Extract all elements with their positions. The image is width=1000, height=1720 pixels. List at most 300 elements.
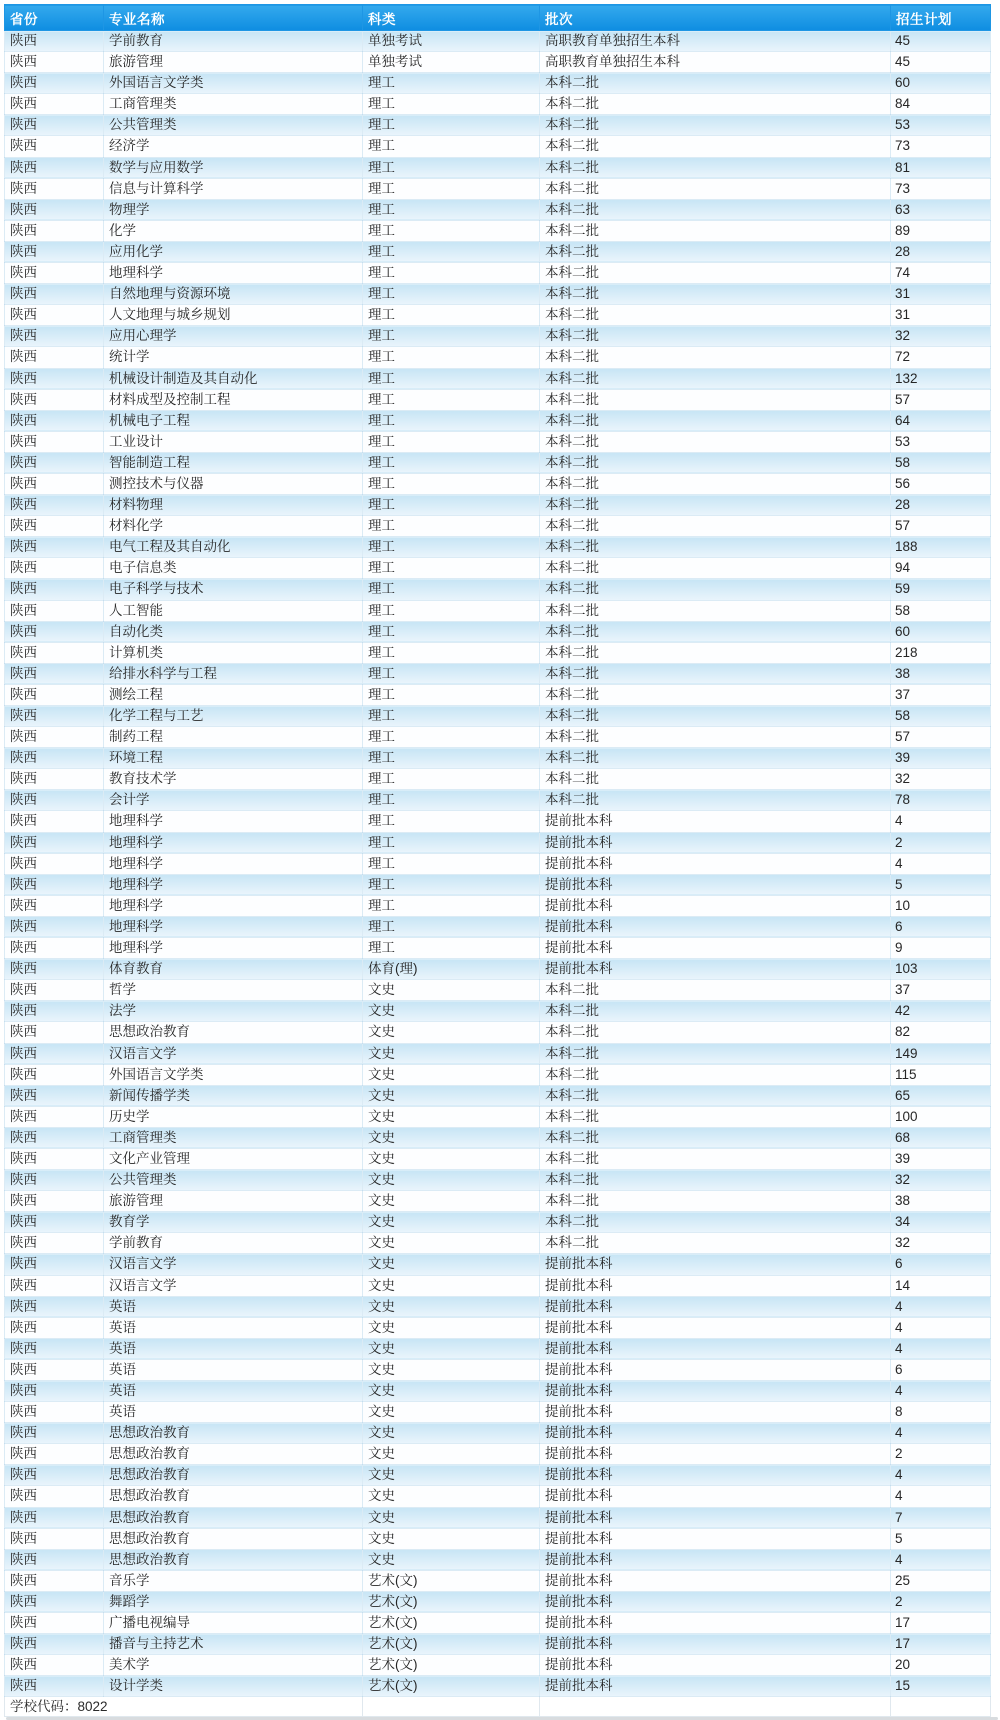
cell-plan: 4 bbox=[891, 1549, 991, 1570]
table-row bbox=[5, 895, 991, 916]
cell-province: 陕西 bbox=[5, 895, 104, 916]
cell-plan: 45 bbox=[891, 31, 991, 52]
cell-batch: 本科二批 bbox=[540, 178, 891, 199]
cell-major: 旅游管理 bbox=[104, 1191, 363, 1212]
cell-plan: 32 bbox=[891, 326, 991, 347]
table-row bbox=[5, 94, 991, 115]
table-row bbox=[5, 537, 991, 558]
cell-province: 陕西 bbox=[5, 1254, 104, 1275]
cell-plan: 81 bbox=[891, 157, 991, 178]
cell-major: 自动化类 bbox=[104, 621, 363, 642]
cell-batch: 本科二批 bbox=[540, 621, 891, 642]
cell-category: 文史 bbox=[363, 1022, 540, 1043]
cell-category: 理工 bbox=[363, 916, 540, 937]
cell-province: 陕西 bbox=[5, 832, 104, 853]
cell-batch: 提前批本科 bbox=[540, 1549, 891, 1570]
cell-province: 陕西 bbox=[5, 263, 104, 284]
cell-plan: 37 bbox=[891, 684, 991, 705]
cell-major: 旅游管理 bbox=[104, 52, 363, 73]
cell-plan: 4 bbox=[891, 1381, 991, 1402]
table-body bbox=[5, 31, 991, 1697]
cell-plan: 4 bbox=[891, 1423, 991, 1444]
cell-major: 广播电视编导 bbox=[104, 1613, 363, 1634]
table-row bbox=[5, 1402, 991, 1423]
cell-province: 陕西 bbox=[5, 980, 104, 1001]
cell-plan: 82 bbox=[891, 1022, 991, 1043]
cell-major: 外国语言文学类 bbox=[104, 1064, 363, 1085]
table-row bbox=[5, 1423, 991, 1444]
cell-major: 制药工程 bbox=[104, 727, 363, 748]
cell-major: 思想政治教育 bbox=[104, 1528, 363, 1549]
cell-batch: 本科二批 bbox=[540, 1022, 891, 1043]
cell-batch: 高职教育单独招生本科 bbox=[540, 31, 891, 52]
cell-batch: 提前批本科 bbox=[540, 832, 891, 853]
table-row bbox=[5, 516, 991, 537]
cell-category: 理工 bbox=[363, 410, 540, 431]
cell-province: 陕西 bbox=[5, 410, 104, 431]
cell-batch: 提前批本科 bbox=[540, 1613, 891, 1634]
cell-category: 理工 bbox=[363, 790, 540, 811]
cell-major: 教育技术学 bbox=[104, 769, 363, 790]
cell-major: 法学 bbox=[104, 1001, 363, 1022]
cell-major: 学前教育 bbox=[104, 31, 363, 52]
table-row bbox=[5, 284, 991, 305]
cell-batch: 本科二批 bbox=[540, 748, 891, 769]
footer-empty-cell bbox=[891, 1697, 991, 1717]
table-row bbox=[5, 1549, 991, 1570]
table-row bbox=[5, 1254, 991, 1275]
cell-batch: 提前批本科 bbox=[540, 1570, 891, 1591]
cell-plan: 39 bbox=[891, 1148, 991, 1169]
cell-batch: 本科二批 bbox=[540, 263, 891, 284]
cell-batch: 提前批本科 bbox=[540, 895, 891, 916]
cell-province: 陕西 bbox=[5, 305, 104, 326]
table-row bbox=[5, 1191, 991, 1212]
cell-category: 理工 bbox=[363, 495, 540, 516]
cell-province: 陕西 bbox=[5, 748, 104, 769]
cell-category: 理工 bbox=[363, 895, 540, 916]
cell-major: 测绘工程 bbox=[104, 684, 363, 705]
table-row bbox=[5, 1486, 991, 1507]
cell-batch: 本科二批 bbox=[540, 642, 891, 663]
cell-category: 理工 bbox=[363, 748, 540, 769]
cell-province: 陕西 bbox=[5, 326, 104, 347]
cell-province: 陕西 bbox=[5, 663, 104, 684]
cell-category: 文史 bbox=[363, 1317, 540, 1338]
table-row bbox=[5, 1634, 991, 1655]
cell-plan: 53 bbox=[891, 115, 991, 136]
cell-category: 文史 bbox=[363, 1359, 540, 1380]
table-row bbox=[5, 241, 991, 262]
cell-major: 电子科学与技术 bbox=[104, 579, 363, 600]
cell-category: 文史 bbox=[363, 1148, 540, 1169]
cell-major: 材料物理 bbox=[104, 495, 363, 516]
cell-batch: 本科二批 bbox=[540, 980, 891, 1001]
cell-major: 工商管理类 bbox=[104, 1127, 363, 1148]
cell-plan: 57 bbox=[891, 727, 991, 748]
cell-batch: 提前批本科 bbox=[540, 874, 891, 895]
cell-major: 英语 bbox=[104, 1338, 363, 1359]
cell-category: 单独考试 bbox=[363, 31, 540, 52]
table-row bbox=[5, 495, 991, 516]
cell-batch: 本科二批 bbox=[540, 727, 891, 748]
cell-major: 教育学 bbox=[104, 1212, 363, 1233]
cell-province: 陕西 bbox=[5, 157, 104, 178]
cell-category: 理工 bbox=[363, 769, 540, 790]
table-row bbox=[5, 874, 991, 895]
cell-batch: 本科二批 bbox=[540, 136, 891, 157]
cell-category: 文史 bbox=[363, 1465, 540, 1486]
cell-category: 文史 bbox=[363, 1338, 540, 1359]
table-row bbox=[5, 347, 991, 368]
table-row bbox=[5, 642, 991, 663]
table-row bbox=[5, 410, 991, 431]
cell-batch: 提前批本科 bbox=[540, 1634, 891, 1655]
cell-major: 英语 bbox=[104, 1402, 363, 1423]
cell-province: 陕西 bbox=[5, 1022, 104, 1043]
cell-major: 历史学 bbox=[104, 1106, 363, 1127]
cell-major: 智能制造工程 bbox=[104, 452, 363, 473]
cell-batch: 本科二批 bbox=[540, 1106, 891, 1127]
table-row bbox=[5, 1275, 991, 1296]
cell-batch: 本科二批 bbox=[540, 473, 891, 494]
cell-major: 化学工程与工艺 bbox=[104, 706, 363, 727]
table-row bbox=[5, 473, 991, 494]
cell-province: 陕西 bbox=[5, 1381, 104, 1402]
cell-plan: 4 bbox=[891, 1296, 991, 1317]
cell-batch: 提前批本科 bbox=[540, 1655, 891, 1676]
table-row bbox=[5, 769, 991, 790]
cell-category: 文史 bbox=[363, 1085, 540, 1106]
cell-major: 机械电子工程 bbox=[104, 410, 363, 431]
table-row bbox=[5, 1022, 991, 1043]
table-row bbox=[5, 938, 991, 959]
cell-plan: 73 bbox=[891, 178, 991, 199]
cell-major: 公共管理类 bbox=[104, 1170, 363, 1191]
table-row bbox=[5, 115, 991, 136]
cell-plan: 6 bbox=[891, 1359, 991, 1380]
cell-batch: 提前批本科 bbox=[540, 1465, 891, 1486]
cell-plan: 2 bbox=[891, 1591, 991, 1612]
cell-plan: 4 bbox=[891, 811, 991, 832]
col-header-province: 省份 bbox=[5, 5, 104, 31]
cell-province: 陕西 bbox=[5, 1549, 104, 1570]
cell-major: 数学与应用数学 bbox=[104, 157, 363, 178]
cell-plan: 84 bbox=[891, 94, 991, 115]
admission-plan-table bbox=[4, 4, 991, 1717]
cell-category: 文史 bbox=[363, 1402, 540, 1423]
cell-category: 理工 bbox=[363, 136, 540, 157]
cell-plan: 6 bbox=[891, 916, 991, 937]
cell-plan: 60 bbox=[891, 621, 991, 642]
cell-batch: 本科二批 bbox=[540, 199, 891, 220]
col-header-major: 专业名称 bbox=[104, 5, 363, 31]
col-header-category: 科类 bbox=[363, 5, 540, 31]
cell-plan: 4 bbox=[891, 1486, 991, 1507]
cell-plan: 63 bbox=[891, 199, 991, 220]
table-row bbox=[5, 790, 991, 811]
cell-category: 文史 bbox=[363, 1212, 540, 1233]
cell-major: 设计学类 bbox=[104, 1676, 363, 1697]
cell-batch: 本科二批 bbox=[540, 157, 891, 178]
cell-major: 体育教育 bbox=[104, 959, 363, 980]
cell-major: 地理科学 bbox=[104, 811, 363, 832]
cell-plan: 78 bbox=[891, 790, 991, 811]
cell-batch: 提前批本科 bbox=[540, 1381, 891, 1402]
cell-plan: 74 bbox=[891, 263, 991, 284]
cell-category: 理工 bbox=[363, 727, 540, 748]
cell-batch: 本科二批 bbox=[540, 516, 891, 537]
cell-major: 人文地理与城乡规划 bbox=[104, 305, 363, 326]
cell-plan: 73 bbox=[891, 136, 991, 157]
cell-batch: 高职教育单独招生本科 bbox=[540, 52, 891, 73]
cell-province: 陕西 bbox=[5, 220, 104, 241]
cell-plan: 5 bbox=[891, 1528, 991, 1549]
cell-province: 陕西 bbox=[5, 790, 104, 811]
cell-province: 陕西 bbox=[5, 1001, 104, 1022]
table-row bbox=[5, 1444, 991, 1465]
cell-province: 陕西 bbox=[5, 811, 104, 832]
cell-plan: 9 bbox=[891, 938, 991, 959]
cell-plan: 4 bbox=[891, 853, 991, 874]
table-row bbox=[5, 621, 991, 642]
cell-category: 单独考试 bbox=[363, 52, 540, 73]
cell-province: 陕西 bbox=[5, 537, 104, 558]
cell-province: 陕西 bbox=[5, 1106, 104, 1127]
table-row bbox=[5, 748, 991, 769]
cell-major: 汉语言文学 bbox=[104, 1254, 363, 1275]
cell-major: 地理科学 bbox=[104, 853, 363, 874]
cell-plan: 5 bbox=[891, 874, 991, 895]
cell-category: 文史 bbox=[363, 1106, 540, 1127]
cell-province: 陕西 bbox=[5, 1127, 104, 1148]
cell-plan: 72 bbox=[891, 347, 991, 368]
table-row bbox=[5, 663, 991, 684]
cell-category: 理工 bbox=[363, 452, 540, 473]
cell-plan: 58 bbox=[891, 452, 991, 473]
table-row bbox=[5, 1676, 991, 1697]
table-row bbox=[5, 959, 991, 980]
cell-category: 理工 bbox=[363, 241, 540, 262]
cell-plan: 64 bbox=[891, 410, 991, 431]
cell-province: 陕西 bbox=[5, 1591, 104, 1612]
table-row bbox=[5, 1296, 991, 1317]
cell-batch: 本科二批 bbox=[540, 495, 891, 516]
cell-plan: 39 bbox=[891, 748, 991, 769]
cell-batch: 本科二批 bbox=[540, 1043, 891, 1064]
cell-category: 文史 bbox=[363, 1127, 540, 1148]
cell-province: 陕西 bbox=[5, 1486, 104, 1507]
cell-category: 艺术(文) bbox=[363, 1655, 540, 1676]
cell-plan: 56 bbox=[891, 473, 991, 494]
cell-plan: 31 bbox=[891, 305, 991, 326]
cell-category: 理工 bbox=[363, 516, 540, 537]
cell-major: 地理科学 bbox=[104, 263, 363, 284]
footer-empty-cell bbox=[540, 1697, 891, 1717]
cell-major: 汉语言文学 bbox=[104, 1275, 363, 1296]
cell-major: 给排水科学与工程 bbox=[104, 663, 363, 684]
cell-province: 陕西 bbox=[5, 473, 104, 494]
cell-province: 陕西 bbox=[5, 1317, 104, 1338]
cell-category: 艺术(文) bbox=[363, 1676, 540, 1697]
cell-batch: 本科二批 bbox=[540, 558, 891, 579]
cell-category: 艺术(文) bbox=[363, 1591, 540, 1612]
cell-plan: 103 bbox=[891, 959, 991, 980]
table-row bbox=[5, 1507, 991, 1528]
cell-category: 理工 bbox=[363, 347, 540, 368]
cell-province: 陕西 bbox=[5, 1507, 104, 1528]
cell-plan: 45 bbox=[891, 52, 991, 73]
cell-major: 经济学 bbox=[104, 136, 363, 157]
cell-category: 理工 bbox=[363, 431, 540, 452]
cell-batch: 本科二批 bbox=[540, 769, 891, 790]
cell-province: 陕西 bbox=[5, 959, 104, 980]
cell-category: 理工 bbox=[363, 115, 540, 136]
table-row bbox=[5, 1064, 991, 1085]
cell-batch: 本科二批 bbox=[540, 1212, 891, 1233]
cell-province: 陕西 bbox=[5, 600, 104, 621]
table-row bbox=[5, 1528, 991, 1549]
table-row bbox=[5, 220, 991, 241]
cell-category: 文史 bbox=[363, 1423, 540, 1444]
cell-batch: 提前批本科 bbox=[540, 1254, 891, 1275]
cell-plan: 58 bbox=[891, 706, 991, 727]
cell-category: 理工 bbox=[363, 199, 540, 220]
cell-major: 思想政治教育 bbox=[104, 1486, 363, 1507]
cell-plan: 57 bbox=[891, 516, 991, 537]
cell-province: 陕西 bbox=[5, 1212, 104, 1233]
cell-major: 地理科学 bbox=[104, 832, 363, 853]
cell-category: 理工 bbox=[363, 157, 540, 178]
cell-batch: 提前批本科 bbox=[540, 916, 891, 937]
cell-plan: 15 bbox=[891, 1676, 991, 1697]
cell-province: 陕西 bbox=[5, 706, 104, 727]
cell-province: 陕西 bbox=[5, 1085, 104, 1106]
cell-category: 文史 bbox=[363, 1444, 540, 1465]
cell-batch: 本科二批 bbox=[540, 579, 891, 600]
cell-major: 信息与计算科学 bbox=[104, 178, 363, 199]
table-row bbox=[5, 811, 991, 832]
cell-batch: 提前批本科 bbox=[540, 1486, 891, 1507]
cell-major: 会计学 bbox=[104, 790, 363, 811]
cell-province: 陕西 bbox=[5, 1148, 104, 1169]
cell-major: 计算机类 bbox=[104, 642, 363, 663]
cell-province: 陕西 bbox=[5, 1170, 104, 1191]
table-row bbox=[5, 1085, 991, 1106]
cell-province: 陕西 bbox=[5, 1275, 104, 1296]
cell-category: 理工 bbox=[363, 305, 540, 326]
table-row bbox=[5, 980, 991, 1001]
cell-batch: 本科二批 bbox=[540, 1148, 891, 1169]
cell-category: 理工 bbox=[363, 874, 540, 895]
cell-plan: 218 bbox=[891, 642, 991, 663]
cell-province: 陕西 bbox=[5, 178, 104, 199]
cell-batch: 本科二批 bbox=[540, 684, 891, 705]
table-row bbox=[5, 73, 991, 94]
cell-category: 理工 bbox=[363, 73, 540, 94]
cell-category: 文史 bbox=[363, 1507, 540, 1528]
cell-category: 理工 bbox=[363, 368, 540, 389]
cell-category: 理工 bbox=[363, 706, 540, 727]
cell-province: 陕西 bbox=[5, 1191, 104, 1212]
table-row bbox=[5, 431, 991, 452]
cell-plan: 25 bbox=[891, 1570, 991, 1591]
cell-major: 公共管理类 bbox=[104, 115, 363, 136]
table-row bbox=[5, 1591, 991, 1612]
table-row bbox=[5, 600, 991, 621]
cell-category: 文史 bbox=[363, 1064, 540, 1085]
cell-major: 电气工程及其自动化 bbox=[104, 537, 363, 558]
cell-category: 理工 bbox=[363, 811, 540, 832]
cell-category: 文史 bbox=[363, 1001, 540, 1022]
table-row bbox=[5, 579, 991, 600]
cell-province: 陕西 bbox=[5, 241, 104, 262]
cell-plan: 2 bbox=[891, 832, 991, 853]
cell-plan: 100 bbox=[891, 1106, 991, 1127]
cell-major: 英语 bbox=[104, 1359, 363, 1380]
cell-batch: 本科二批 bbox=[540, 94, 891, 115]
table-row bbox=[5, 1338, 991, 1359]
cell-plan: 32 bbox=[891, 769, 991, 790]
cell-batch: 提前批本科 bbox=[540, 853, 891, 874]
table-header bbox=[5, 5, 991, 31]
cell-batch: 本科二批 bbox=[540, 115, 891, 136]
cell-plan: 65 bbox=[891, 1085, 991, 1106]
cell-plan: 32 bbox=[891, 1170, 991, 1191]
cell-plan: 4 bbox=[891, 1338, 991, 1359]
cell-major: 美术学 bbox=[104, 1655, 363, 1676]
cell-major: 思想政治教育 bbox=[104, 1549, 363, 1570]
cell-batch: 提前批本科 bbox=[540, 959, 891, 980]
cell-province: 陕西 bbox=[5, 1655, 104, 1676]
cell-province: 陕西 bbox=[5, 1359, 104, 1380]
table-row bbox=[5, 1043, 991, 1064]
cell-batch: 本科二批 bbox=[540, 1170, 891, 1191]
cell-batch: 本科二批 bbox=[540, 1233, 891, 1254]
table-row bbox=[5, 1359, 991, 1380]
cell-category: 理工 bbox=[363, 537, 540, 558]
cell-plan: 188 bbox=[891, 537, 991, 558]
cell-batch: 本科二批 bbox=[540, 347, 891, 368]
cell-major: 测控技术与仪器 bbox=[104, 473, 363, 494]
cell-plan: 115 bbox=[891, 1064, 991, 1085]
cell-major: 物理学 bbox=[104, 199, 363, 220]
table-row bbox=[5, 136, 991, 157]
cell-category: 理工 bbox=[363, 326, 540, 347]
cell-major: 工商管理类 bbox=[104, 94, 363, 115]
cell-major: 舞蹈学 bbox=[104, 1591, 363, 1612]
cell-batch: 本科二批 bbox=[540, 663, 891, 684]
table-row bbox=[5, 916, 991, 937]
cell-batch: 提前批本科 bbox=[540, 811, 891, 832]
cell-province: 陕西 bbox=[5, 1423, 104, 1444]
cell-major: 地理科学 bbox=[104, 874, 363, 895]
cell-plan: 58 bbox=[891, 600, 991, 621]
cell-plan: 20 bbox=[891, 1655, 991, 1676]
cell-batch: 本科二批 bbox=[540, 1064, 891, 1085]
table-row bbox=[5, 1465, 991, 1486]
header-row bbox=[5, 5, 991, 31]
cell-province: 陕西 bbox=[5, 1528, 104, 1549]
cell-major: 思想政治教育 bbox=[104, 1507, 363, 1528]
table-row bbox=[5, 706, 991, 727]
cell-province: 陕西 bbox=[5, 389, 104, 410]
cell-plan: 38 bbox=[891, 663, 991, 684]
school-code-label: 学校代码：8022 bbox=[5, 1697, 363, 1717]
cell-batch: 提前批本科 bbox=[540, 1402, 891, 1423]
cell-province: 陕西 bbox=[5, 621, 104, 642]
cell-batch: 本科二批 bbox=[540, 537, 891, 558]
